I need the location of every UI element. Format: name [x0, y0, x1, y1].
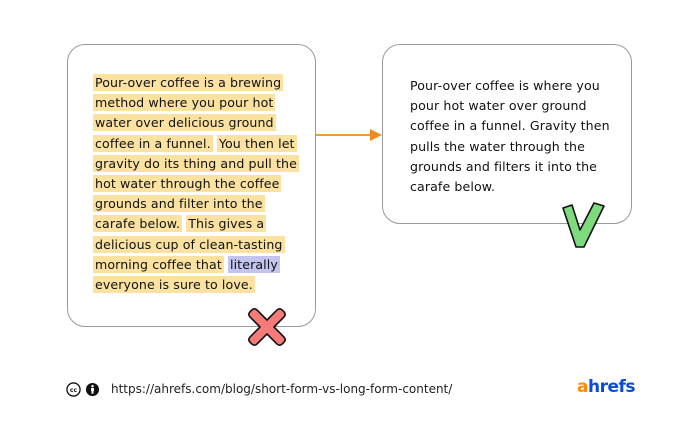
filler-word-highlight: literally: [229, 256, 278, 272]
highlight-segment: You then let gravity do its thing and pull the hot water through the coffee grounds and filter into the carafe below.: [95, 135, 297, 232]
long-form-text: [93, 73, 298, 295]
logo-letters: hrefs: [587, 377, 636, 397]
check-mark-icon: [560, 200, 606, 252]
cc-icon: [66, 382, 81, 397]
ahrefs-logo: [577, 377, 635, 397]
highlight-segment: This gives a delicious cup of clean-tasting morning coffee that: [95, 216, 283, 272]
svg-text:cc: cc: [69, 386, 78, 394]
short-form-text: Pour-over coffee is where you pour hot water over ground coffee in a funnel. Gravity then pulls the water through the grounds and filters it into the carafe below.: [410, 78, 610, 195]
logo-letter-a: a: [577, 377, 588, 397]
arrow-right-icon: [316, 126, 384, 144]
source-footer: [66, 380, 452, 398]
highlight-segment: Pour-over coffee is a brewing method where you pour hot water over delicious ground coffee in a funnel.: [95, 75, 282, 151]
long-form-card: [67, 44, 316, 327]
source-url[interactable]: https://ahrefs.com/blog/short-form-vs-long-form-content/: [111, 382, 453, 396]
highlight-segment: everyone is sure to love.: [95, 277, 253, 293]
short-form-card: [382, 44, 632, 224]
cross-mark-icon: [243, 303, 291, 351]
attribution-icon: [85, 382, 100, 397]
